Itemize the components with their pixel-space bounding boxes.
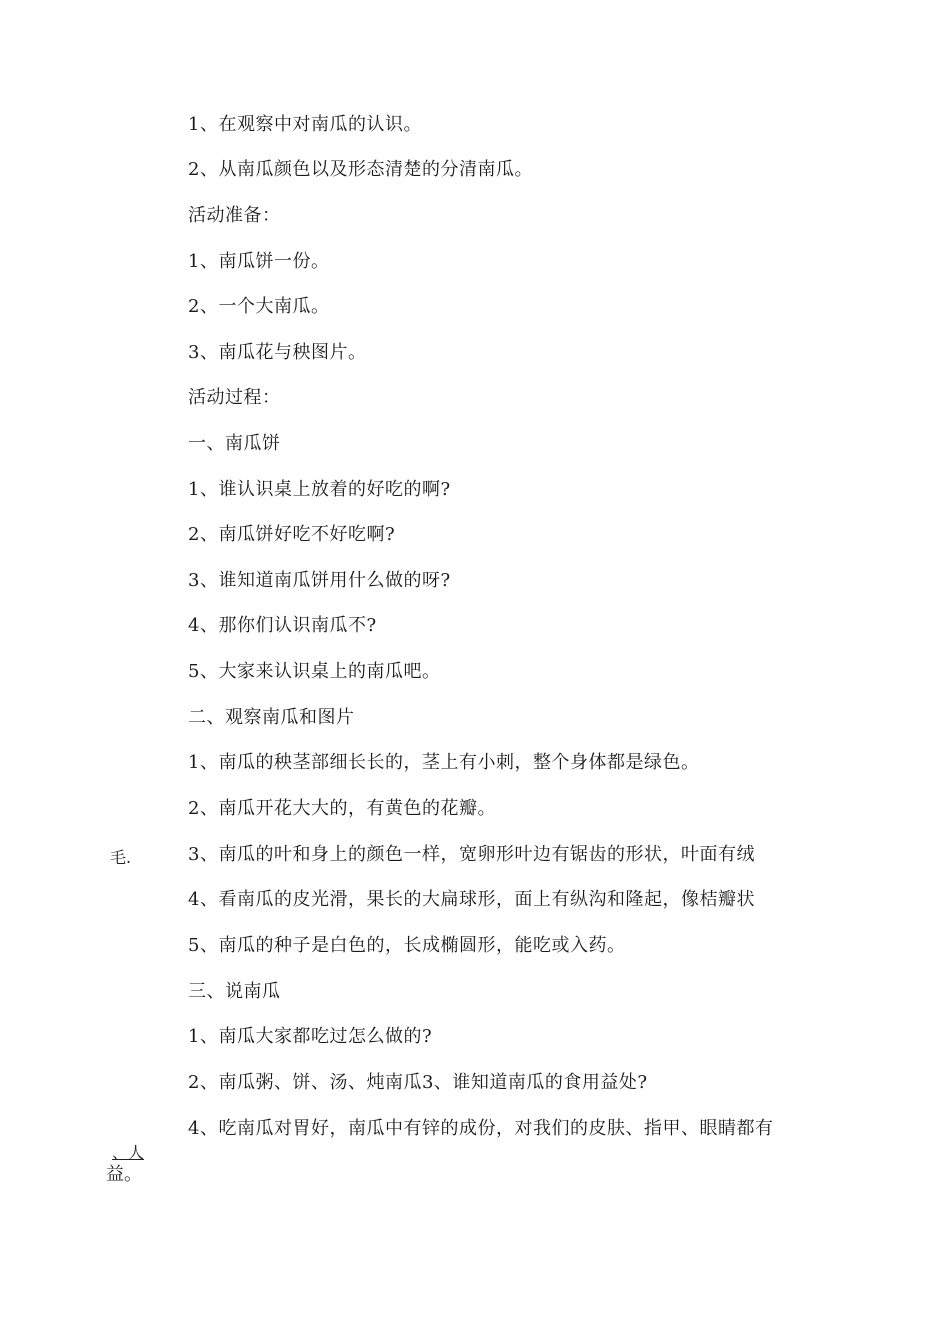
text-line: 3、谁知道南瓜饼用什么做的呀?: [188, 570, 451, 591]
text-line: 2、南瓜饼好吃不好吃啊?: [188, 524, 396, 545]
text-line: 4、吃南瓜对胃好，南瓜中有锌的成份，对我们的皮肤、指甲、眼睛都有: [188, 1118, 774, 1139]
section-heading: 活动过程：: [188, 387, 281, 408]
text-line: 3、南瓜花与秧图片。: [188, 342, 367, 363]
text-line: 4、看南瓜的皮光滑，果长的大扁球形，面上有纵沟和隆起，像桔瓣状: [188, 889, 755, 910]
section-heading: 三、说南瓜: [188, 981, 281, 1002]
section-heading: 二、观察南瓜和图片: [188, 707, 355, 728]
text-line: 2、从南瓜颜色以及形态清楚的分清南瓜。: [188, 159, 533, 180]
text-line: 3、南瓜的叶和身上的颜色一样，宽卵形叶边有锯齿的形状，叶面有绒: [188, 844, 755, 865]
text-line: 5、大家来认识桌上的南瓜吧。: [188, 661, 441, 682]
text-line: 2、一个大南瓜。: [188, 296, 330, 317]
text-line: 2、南瓜粥、饼、汤、炖南瓜3、谁知道南瓜的食用益处?: [188, 1072, 648, 1093]
text-line: 1、南瓜大家都吃过怎么做的?: [188, 1026, 433, 1047]
trailing-text: 益。: [106, 1164, 142, 1185]
text-line: 2、南瓜开花大大的，有黄色的花瓣。: [188, 798, 496, 819]
margin-underlined-fragment: 、人: [112, 1143, 145, 1162]
section-heading: 一、南瓜饼: [188, 433, 281, 454]
section-heading: 活动准备：: [188, 205, 281, 226]
text-line: 1、在观察中对南瓜的认识。: [188, 114, 422, 135]
text-line: 1、南瓜的秧茎部细长长的，茎上有小刺，整个身体都是绿色。: [188, 752, 700, 773]
text-line: 5、南瓜的种子是白色的，长成椭圆形，能吃或入药。: [188, 935, 626, 956]
margin-fragment: 毛.: [110, 848, 132, 867]
text-line: 1、谁认识桌上放着的好吃的啊?: [188, 479, 451, 500]
text-line: 4、那你们认识南瓜不?: [188, 615, 377, 636]
text-line: 1、南瓜饼一份。: [188, 251, 330, 272]
